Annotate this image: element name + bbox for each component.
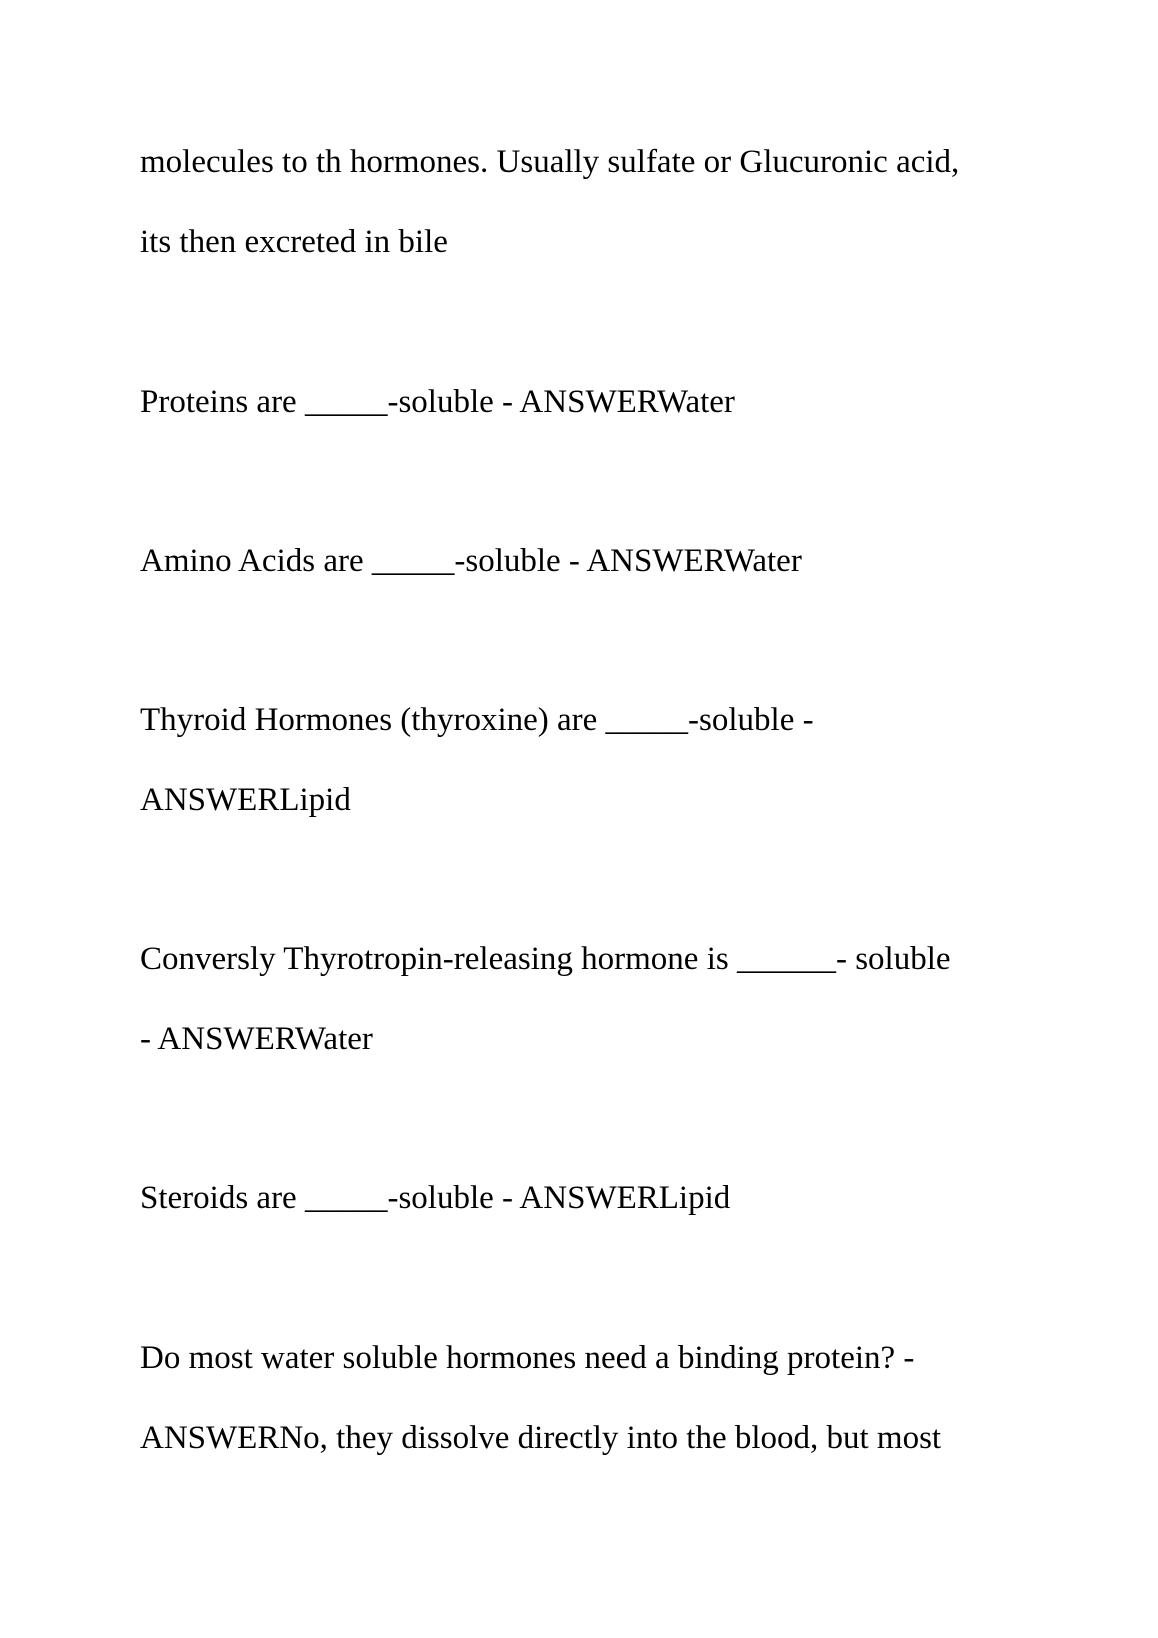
text-line: Thyroid Hormones (thyroxine) are _____-soluble - bbox=[140, 702, 814, 738]
text-line: ANSWERLipid bbox=[140, 782, 351, 818]
text-line: Do most water soluble hormones need a binding protein? - bbox=[140, 1340, 915, 1376]
text-line: molecules to th hormones. Usually sulfate or Glucuronic acid, bbox=[140, 144, 960, 180]
text-line: Amino Acids are _____-soluble - ANSWERWater bbox=[140, 543, 802, 579]
text-line: Conversly Thyrotropin-releasing hormone is ______- soluble bbox=[140, 941, 951, 977]
text-line: Proteins are _____-soluble - ANSWERWater bbox=[140, 384, 735, 420]
text-line: its then excreted in bile bbox=[140, 224, 448, 260]
text-line: Steroids are _____-soluble - ANSWERLipid bbox=[140, 1180, 731, 1216]
text-line: - ANSWERWater bbox=[140, 1021, 373, 1057]
text-line: ANSWERNo, they dissolve directly into the blood, but most bbox=[140, 1420, 942, 1456]
